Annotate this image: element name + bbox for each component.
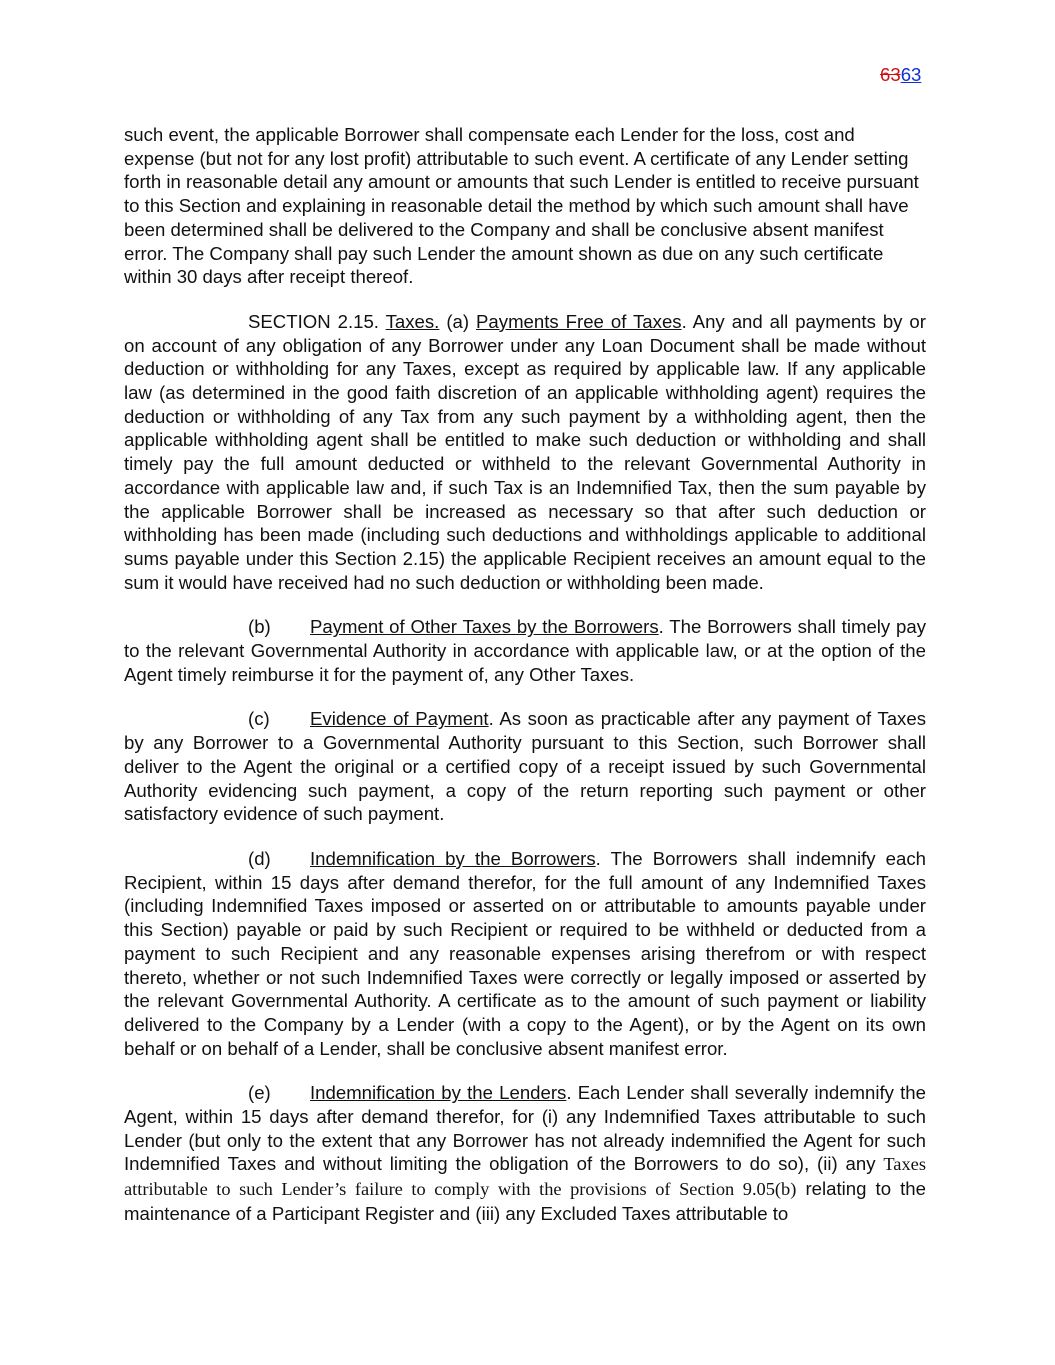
subsection-d-heading: Indemnification by the Borrowers	[310, 847, 596, 869]
subsection-b-text: . The Borrowers shall timely pay to the relevant Governmental Authority in accordance with applicable law, or at the option of the Agent timely reimburse it for the payment of, any Other Taxes.	[124, 616, 927, 685]
subsection-a-label: (a)	[446, 310, 470, 332]
subsection-e-paragraph	[124, 1081, 926, 1225]
subsection-d-paragraph	[124, 847, 926, 1060]
subsection-c-paragraph	[124, 707, 926, 826]
subsection-b-paragraph	[124, 615, 926, 686]
subsection-e-text-1: . Each Lender shall severally indemnify the Agent, within 15 days after demand therefor, for (i) any Indemnified Taxes attributable to such Lender (but only to the extent that any Borrower has not already indemnified the Agent for such Indemnified Taxes and without limiting the obligation of the Borrowers to do so), (ii) any	[124, 1082, 926, 1175]
subsection-a-heading: Payments Free of Taxes	[476, 310, 682, 332]
section-2-15-paragraph	[124, 310, 926, 594]
page-number-inserted: 63	[900, 64, 922, 85]
document-body	[124, 123, 926, 1247]
subsection-b-indent	[124, 616, 248, 637]
subsection-b-heading: Payment of Other Taxes by the Borrowers	[310, 616, 659, 638]
subsection-c-indent	[124, 708, 248, 729]
subsection-e-label: (e)	[248, 1082, 271, 1104]
section-title: Taxes.	[385, 310, 440, 332]
subsection-e-text-2: relating to the maintenance of a Participant Register and (iii) any Excluded Taxes attributable to	[124, 1178, 926, 1224]
subsection-d-indent	[124, 848, 248, 869]
subsection-c-text: . As soon as practicable after any payment of Taxes by any Borrower to a Governmental Authority pursuant to this Section, such Borrower shall deliver to the Agent the original or a certified copy of a receipt issued by such Governmental Authority evidencing such payment, a copy of the return reporting such payment or other satisfactory evidence of such payment.	[124, 708, 926, 825]
subsection-b-label: (b)	[248, 616, 271, 638]
section-number: SECTION 2.15.	[248, 310, 379, 332]
subsection-c-heading: Evidence of Payment	[310, 708, 489, 730]
subsection-e-text-serif: Taxes attributable to such Lender’s failure to comply with the provisions of Section 9.05(b)	[124, 1154, 926, 1200]
subsection-c-label: (c)	[248, 708, 270, 730]
subsection-d-text: . The Borrowers shall indemnify each Recipient, within 15 days after demand therefor, for the full amount of any Indemnified Taxes (including Indemnified Taxes imposed or asserted on or attributable to amounts payable under this Section) payable or paid by such Recipient or required to be withheld or deducted from a payment to such Recipient and any reasonable expenses arising therefrom or with respect thereto, whether or not such Indemnified Taxes were correctly or legally imposed or asserted by the relevant Governmental Authority. A certificate as to the amount of such payment or liability delivered to the Company by a Lender (with a copy to the Agent), or by the Agent on its own behalf or on behalf of a Lender, shall be conclusive absent manifest error.	[124, 847, 927, 1059]
paragraph-continuation: such event, the applicable Borrower shall compensate each Lender for the loss, cost and expense (but not for any lost profit) attributable to such event. A certificate of any Lender setting forth in reasonable detail any amount or amounts that such Lender is entitled to receive pursuant to this Section and explaining in reasonable detail the method by which such amount shall have been determined shall be delivered to the Company and shall be conclusive absent manifest error. The Company shall pay such Lender the amount shown as due on any such certificate within 30 days after receipt thereof.	[124, 124, 919, 288]
page-number	[880, 64, 940, 86]
subsection-e-indent	[124, 1082, 248, 1103]
subsection-a-text: . Any and all payments by or on account of any obligation of any Borrower under any Loan Document shall be made without deduction or withholding for any Taxes, except as required by applicable law. If any applicable law (as determined in the good faith discretion of an applicable withholding agent) requires the deduction or withholding of any Tax from any such payment by a withholding agent, then the applicable withholding agent shall be entitled to make such deduction or withholding and shall timely pay the full amount deducted or withheld to the relevant Governmental Authority in accordance with applicable law and, if such Tax is an Indemnified Tax, then the sum payable by the applicable Borrower shall be increased as necessary so that after such deduction or withholding has been made (including such deductions and withholdings applicable to additional sums payable under this Section 2.15) the applicable Recipient receives an amount equal to the sum it would have received had no such deduction or withholding been made.	[124, 310, 926, 593]
page-number-deleted: 63	[880, 64, 901, 85]
subsection-d-label: (d)	[248, 847, 271, 869]
subsection-e-heading: Indemnification by the Lenders	[310, 1082, 567, 1104]
